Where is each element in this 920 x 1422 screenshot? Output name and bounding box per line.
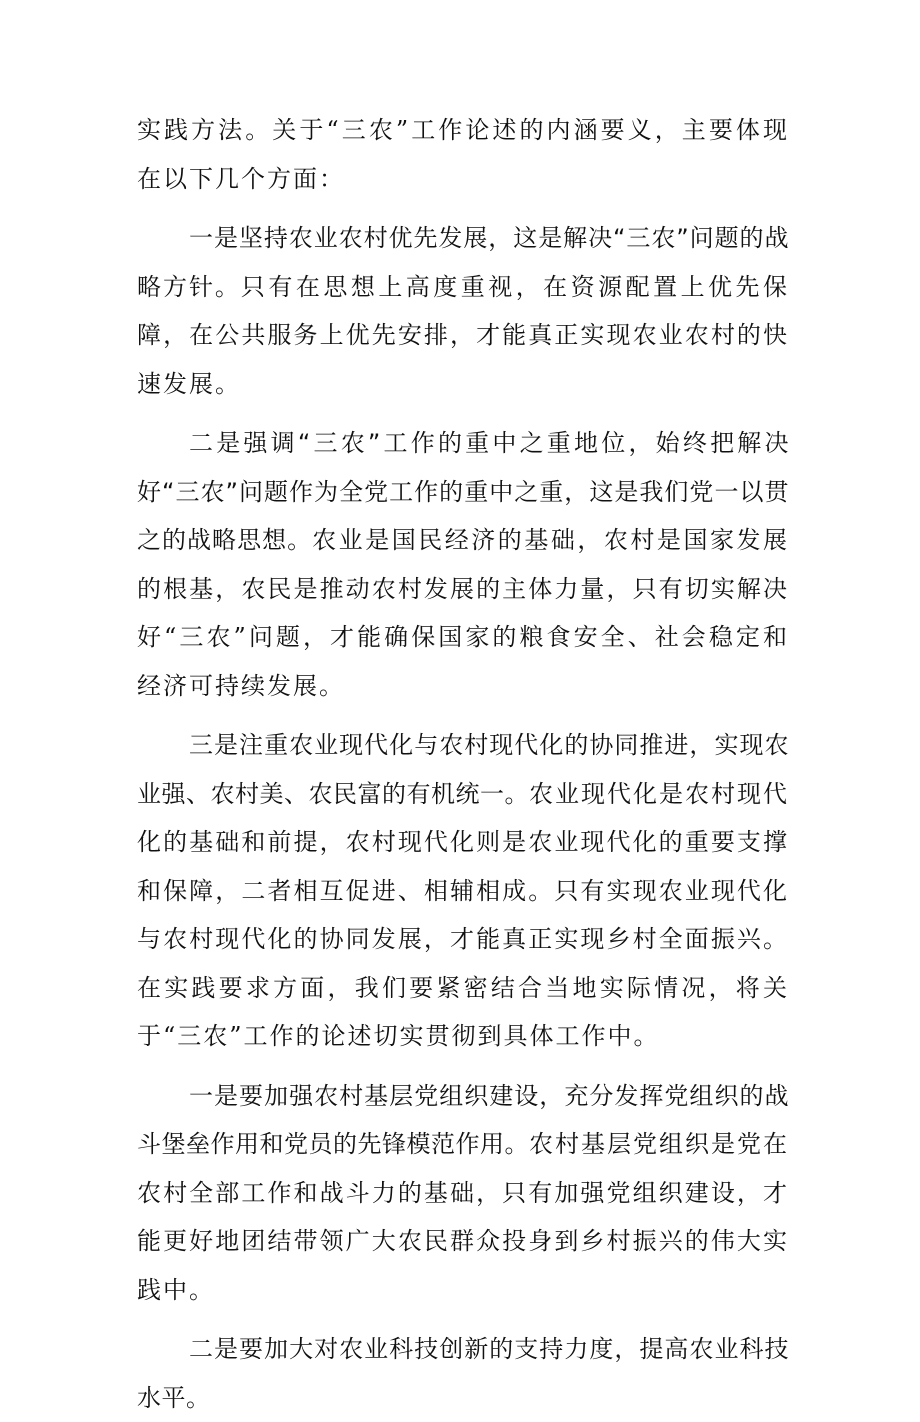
paragraph-lead: 一是坚持农业农村优先发展，这是解决“三农”问题的战略方针。 xyxy=(137,224,789,301)
paragraph-text: 实践方法。关于“三农”工作论述的内涵要义，主要体现在以下几个方面： xyxy=(137,116,789,193)
paragraph-requirement-2 xyxy=(137,1325,789,1422)
paragraph-text: 只有在思想上高度重视，在资源配置上优先保障，在公共服务上优先安排，才能真正实现农业农村的快速发展。 xyxy=(137,272,790,398)
paragraph-point-3 xyxy=(137,721,789,1061)
paragraph-text: 农业是国民经济的基础，农村是国家发展的根基，农民是推动农村发展的主体力量，只有切实解决好“三农”问题，才能确保国家的粮食安全、社会稳定和经济可持续发展。 xyxy=(137,526,790,700)
paragraph-lead: 一是要加强农村基层党组织建设，充分发挥党组织的战斗堡垒作用和党员的先锋模范作用。 xyxy=(137,1081,789,1158)
paragraph-intro xyxy=(137,106,789,203)
paragraph-requirement-1 xyxy=(137,1072,789,1315)
paragraph-lead: 三是注重农业现代化与农村现代化的协同推进，实现农业强、农村美、农民富的有机统一。 xyxy=(137,731,789,808)
document-body xyxy=(137,106,789,1422)
paragraph-text: 农村基层党组织是党在农村全部工作和战斗力的基础，只有加强党组织建设，才能更好地团结带领广大农民群众投身到乡村振兴的伟大实践中。 xyxy=(137,1130,789,1304)
paragraph-point-1 xyxy=(137,214,789,408)
paragraph-lead: 二是要加大对农业科技创新的支持力度，提高农业科技水平。 xyxy=(137,1335,789,1412)
paragraph-lead: 二是强调“三农”工作的重中之重地位，始终把解决好“三农”问题作为全党工作的重中之重，这是我们党一以贯之的战略思想。 xyxy=(137,429,789,554)
paragraph-point-2 xyxy=(137,419,789,710)
paragraph-text: 农业现代化是农村现代化的基础和前提，农村现代化则是农业现代化的重要支撑和保障，二者相互促进、相辅相成。只有实现农业现代化与农村现代化的协同发展，才能真正实现乡村全面振兴。在实践要求方面，我们要紧密结合当地实际情况，将关于“三农”工作的论述切实贯彻到具体工作中。 xyxy=(137,779,789,1050)
